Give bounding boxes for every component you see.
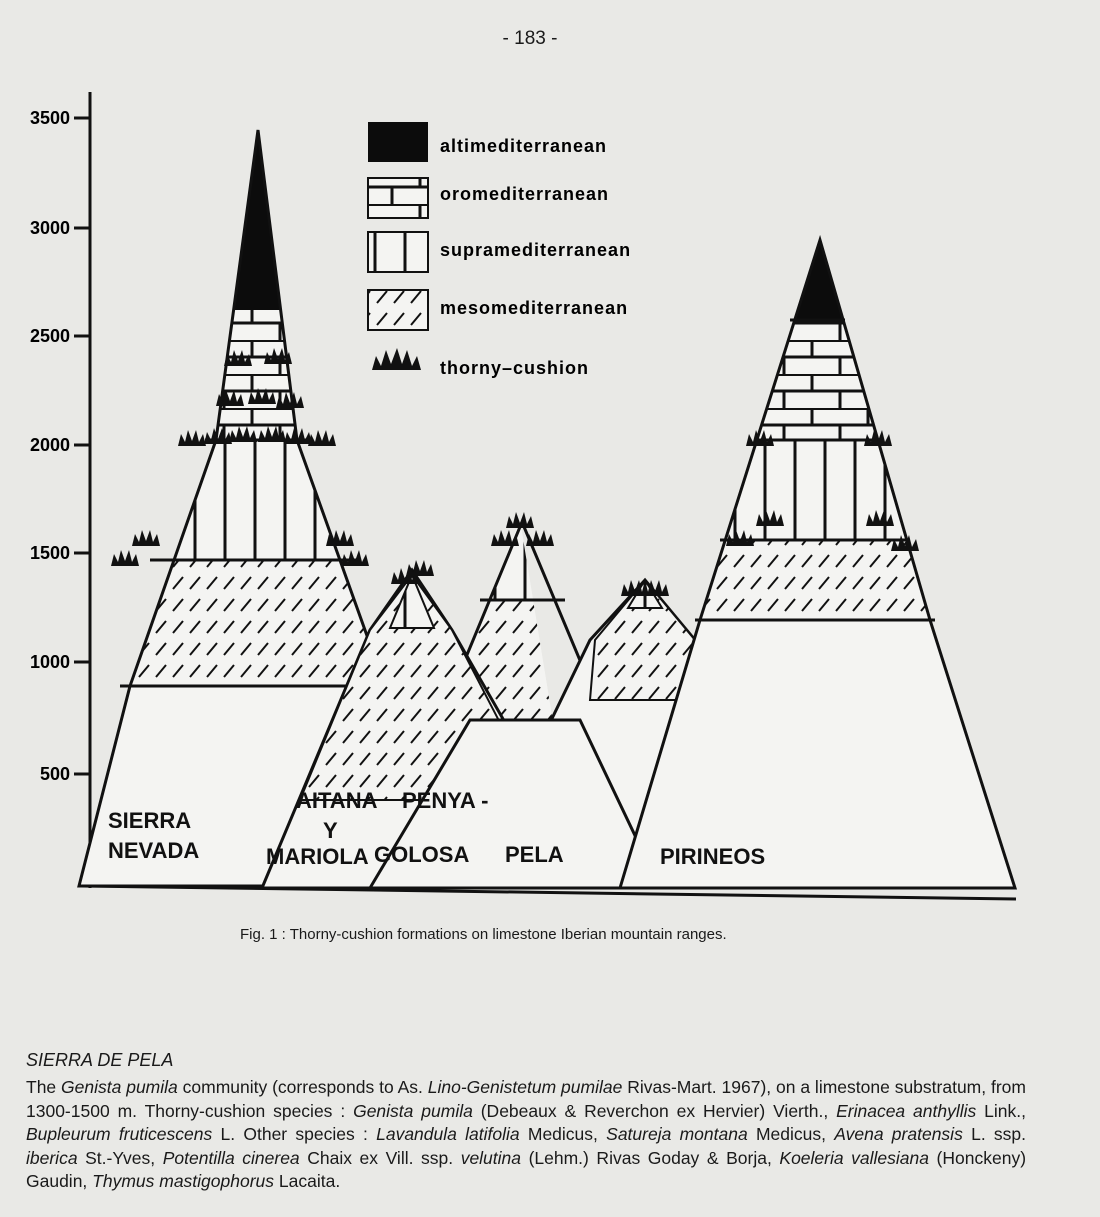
legend-label-supra: supramediterranean	[440, 240, 632, 260]
species-name: Avena pratensis	[834, 1124, 963, 1144]
pirineos-mountain	[600, 230, 1040, 900]
label-penya: PENYA -	[402, 788, 489, 813]
y-tick-label: 1500	[29, 543, 70, 563]
body-text-run: The	[26, 1077, 62, 1097]
thorny-cushion-tuft	[406, 560, 434, 576]
species-name: Potentilla cinerea	[162, 1147, 300, 1168]
species-name: Genista pumila	[61, 1077, 178, 1097]
label-sierra: SIERRA	[108, 808, 192, 833]
species-name: Satureja montana	[606, 1124, 748, 1144]
label-aitana: AITANA	[296, 788, 378, 813]
y-axis-ticks	[30, 108, 90, 784]
body-text-run: Link.,	[976, 1100, 1026, 1121]
thorny-cushion-tuft	[178, 430, 206, 446]
thorny-cushion-tuft	[308, 430, 336, 446]
thorny-cushion-tuft	[341, 550, 369, 566]
y-tick-label: 1000	[29, 652, 70, 672]
species-name: Lavandula latifolia	[376, 1124, 520, 1144]
figure-caption: Fig. 1 : Thorny-cushion formations on limestone Iberian mountain ranges.	[240, 926, 727, 943]
y-tick-label: 2500	[29, 326, 70, 346]
body-text-run: L. ssp.	[962, 1124, 1027, 1144]
species-name: Bupleurum fruticescens	[26, 1124, 213, 1144]
page-number: - 183 -	[502, 28, 558, 49]
y-tick-label: 500	[39, 764, 70, 784]
body-text-run: Chaix ex Vill. ssp.	[299, 1147, 461, 1168]
thorny-cushion-tuft	[111, 550, 139, 566]
legend-swatch-supra	[368, 232, 428, 272]
body-text-run: Rivas-Mart. 1967), on a limestone substratum, from 1300-1500 m. Thorny-cushion species :	[26, 1077, 1026, 1121]
label-golosa: GOLOSA	[374, 842, 470, 867]
legend-label-meso: mesomediterranean	[440, 298, 629, 318]
y-tick-label: 3500	[29, 108, 70, 128]
section-title: SIERRA DE PELA	[26, 1050, 174, 1070]
body-text-run: (Lehm.) Rivas Goday & Borja,	[521, 1147, 780, 1168]
legend-label-oro: oromediterranean	[440, 184, 610, 204]
legend-swatch-thorny	[372, 348, 421, 370]
body-text-run: L. Other species :	[212, 1124, 377, 1144]
legend-swatch-meso	[368, 290, 428, 330]
thorny-cushion-tuft	[526, 530, 554, 546]
thorny-cushion-tuft	[491, 530, 519, 546]
legend-swatch-alti	[368, 122, 428, 162]
label-nevada: NEVADA	[108, 838, 200, 863]
body-text-run: (Debeaux & Reverchon ex Hervier) Vierth.,	[472, 1100, 837, 1121]
label-pirineos: PIRINEOS	[660, 844, 766, 869]
label-pela: PELA	[505, 842, 564, 867]
body-text-run: Medicus,	[747, 1124, 835, 1144]
section-body-text	[26, 1076, 1026, 1194]
thorny-cushion-tuft	[132, 530, 160, 546]
species-name: velutina	[460, 1147, 522, 1168]
species-name: Koeleria vallesiana	[779, 1147, 929, 1168]
label-y: Y	[323, 818, 338, 843]
body-text-run: (Honckeny) Gaudin,	[26, 1147, 1027, 1191]
species-name: Genista pumila	[353, 1100, 473, 1121]
legend	[368, 122, 631, 378]
body-text-run: Lacaita.	[274, 1171, 341, 1191]
y-tick-label: 2000	[29, 435, 70, 455]
body-text-run: community (corresponds to As.	[177, 1077, 428, 1097]
species-name: Erinacea anthyllis	[836, 1100, 977, 1121]
species-name: iberica	[26, 1147, 78, 1168]
legend-label-thorny: thorny–cushion	[440, 358, 590, 378]
body-text-run: St.-Yves,	[77, 1147, 163, 1168]
species-name: Lino-Genistetum pumilae	[427, 1077, 623, 1097]
legend-swatch-oro	[368, 178, 428, 218]
species-name: Thymus mastigophorus	[92, 1171, 275, 1191]
label-mariola: MARIOLA	[266, 844, 369, 869]
y-tick-label: 3000	[29, 218, 70, 238]
body-text-run: Medicus,	[519, 1124, 607, 1144]
legend-label-alti: altimediterranean	[440, 136, 608, 156]
